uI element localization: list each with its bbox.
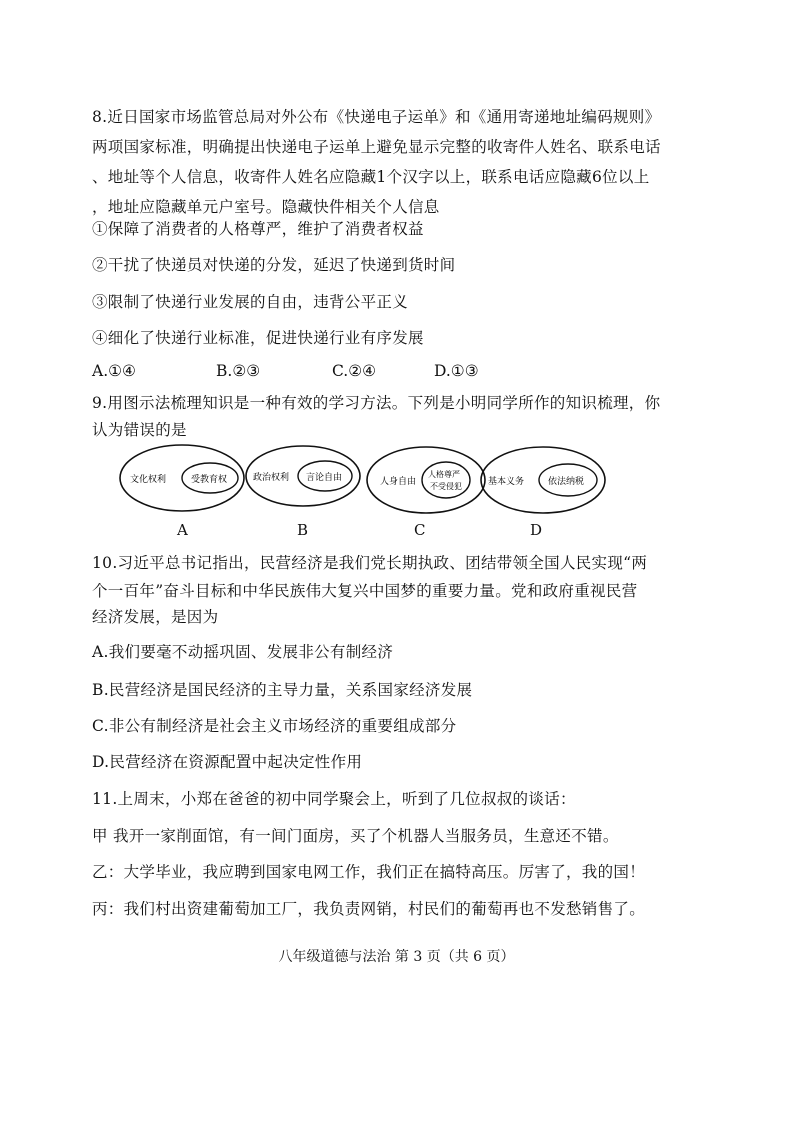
diagram-b: [246, 446, 360, 506]
q8-option-b: B.②③: [216, 362, 261, 380]
q11-speaker-bing: 丙：我们村出资建葡萄加工厂，我负责网销，村民们的葡萄再也不发愁销售了。: [92, 900, 646, 918]
q10-stem-line-1: 10.习近平总书记指出，民营经济是我们党长期执政、团结带领全国人民实现“两: [92, 554, 648, 572]
q8-statement-2: ②干扰了快递员对快递的分发，延迟了快递到货时间: [92, 256, 456, 274]
diagram-b-outer: 政治权利: [253, 473, 290, 483]
diagram-a-inner: 受教育权: [191, 475, 228, 485]
q10-option-a: A.我们要毫不动摇巩固、发展非公有制经济: [92, 643, 394, 661]
diagram-d-label: D: [530, 521, 543, 539]
diagram-b-label: B: [297, 521, 309, 539]
q9-stem-line-1: 9.用图示法梳理知识是一种有效的学习方法。下列是小明同学所作的知识梳理，你: [92, 394, 661, 412]
q9-stem-line-2: 认为错误的是: [92, 421, 187, 439]
q11-stem: 11.上周末，小郑在爸爸的初中同学聚会上，听到了几位叔叔的谈话：: [92, 790, 576, 808]
diagram-c-inner-line2: 不受侵犯: [430, 482, 462, 491]
diagram-d-inner: 依法纳税: [548, 477, 585, 487]
q8-stem-line-2: 两项国家标准，明确提出快递电子运单上避免显示完整的收寄件人姓名、联系电话: [92, 138, 661, 156]
q8-stem-line-4: ，地址应隐藏单元户室号。隐藏快件相关个人信息: [92, 198, 440, 216]
q10-stem-line-3: 经济发展，是因为: [92, 608, 219, 626]
q8-statement-4: ④细化了快递行业标准，促进快递行业有序发展: [92, 329, 424, 347]
q11-speaker-jia: 甲 我开一家削面馆，有一间门面房，买了个机器人当服务员，生意还不错。: [92, 827, 619, 845]
diagram-c-label: C: [414, 521, 426, 539]
q8-option-c: C.②④: [332, 362, 377, 380]
diagram-d-outer: 基本义务: [488, 477, 525, 487]
q8-statement-3: ③限制了快递行业发展的自由，违背公平正义: [92, 293, 409, 311]
diagram-b-inner: 言论自由: [306, 473, 343, 483]
q10-stem-line-2: 个一百年”奋斗目标和中华民族伟大复兴中国梦的重要力量。党和政府重视民营: [92, 582, 638, 600]
q11-speaker-yi: 乙：大学毕业，我应聘到国家电网工作，我们正在搞特高压。厉害了，我的国！: [92, 863, 646, 881]
q9-venn-diagrams: [118, 440, 638, 520]
diagram-a: [120, 445, 244, 511]
diagram-a-outer: 文化权利: [130, 475, 167, 485]
diagram-c: [367, 447, 485, 513]
diagram-c-inner-line1: 人格尊严: [428, 470, 460, 479]
diagram-a-label: A: [177, 521, 188, 539]
diagram-d: [481, 447, 605, 513]
q8-statement-1: ①保障了消费者的人格尊严，维护了消费者权益: [92, 220, 424, 238]
q10-option-c: C.非公有制经济是社会主义市场经济的重要组成部分: [92, 717, 457, 735]
q8-option-a: A.①④: [92, 362, 136, 380]
q8-stem-line-1: 8.近日国家市场监管总局对外公布《快递电子运单》和《通用寄递地址编码规则》: [92, 108, 661, 126]
diagram-c-outer: 人身自由: [380, 477, 417, 487]
q8-stem-line-3: 、地址等个人信息，收寄件人姓名应隐藏1个汉字以上，联系电话应隐藏6位以上: [92, 168, 650, 186]
q8-option-d: D.①③: [434, 362, 479, 380]
q10-option-d: D.民营经济在资源配置中起决定性作用: [92, 753, 363, 771]
page-footer: 八年级道德与法治 第 3 页（共 6 页）: [278, 949, 515, 965]
q10-option-b: B.民营经济是国民经济的主导力量，关系国家经济发展: [92, 681, 473, 699]
